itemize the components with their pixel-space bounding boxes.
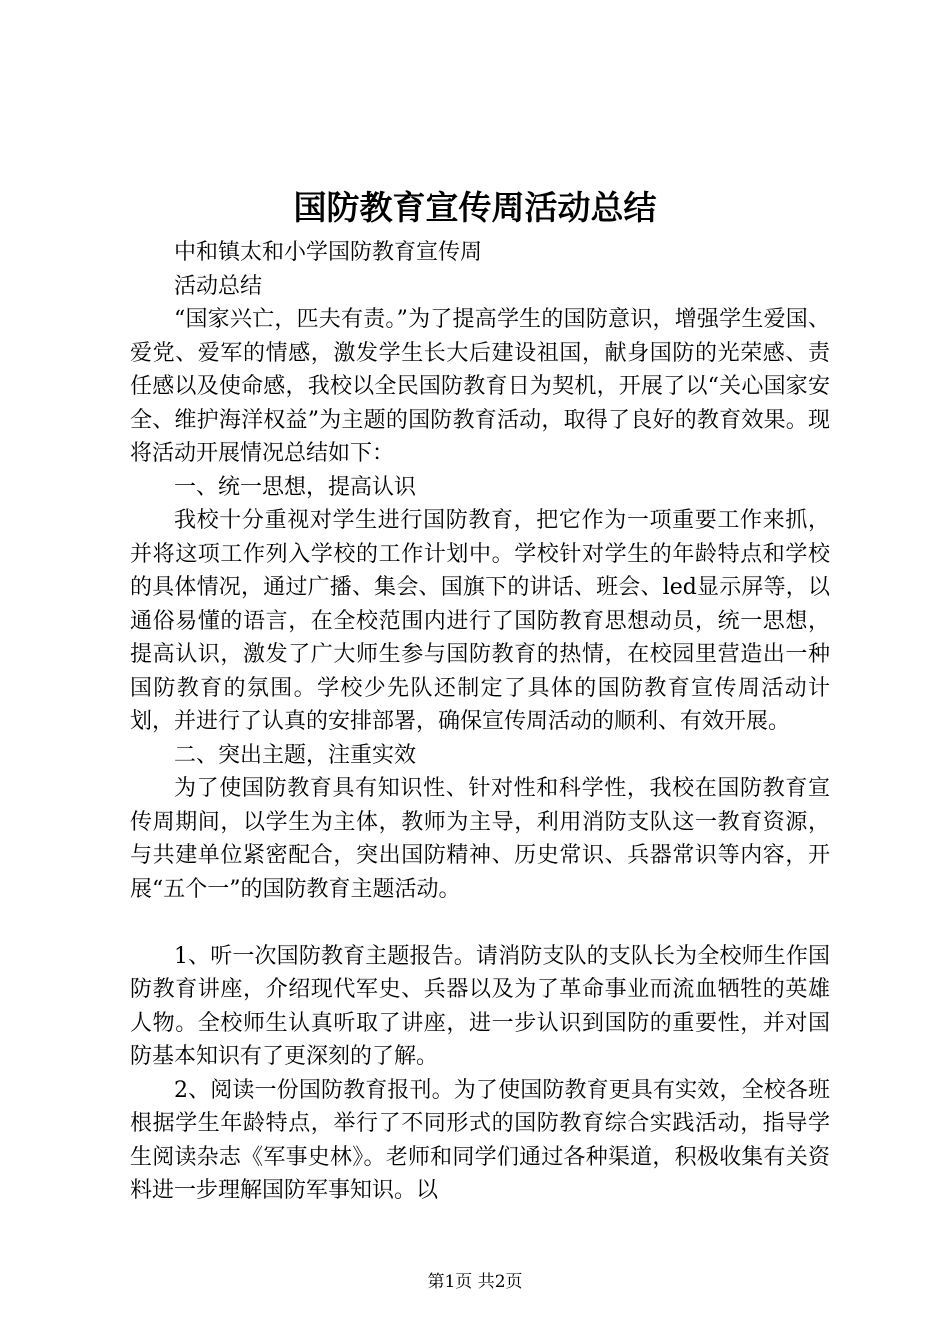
- section-heading-2: 二、突出主题，注重实效: [174, 742, 417, 768]
- paragraph-section-1: 我校十分重视对学生进行国防教育，把它作为一项重要工作来抓，并将这项工作列入学校的工作计划中。学校针对学生的年龄特点和学校的具体情况，通过广播、集会、国旗下的讲话、班会、led显示屏等，以通俗易懂的语言，在全校范围内进行了国防教育思想动员，统一思想，提高认识，激发了广大师生参与国防教育的热情，在校园里营造出一种国防教育的氛围。学校少先队还制定了具体的国防教育宣传周活动计划，并进行了认真的安排部署，确保宣传周活动的顺利、有效开展。: [130, 508, 830, 734]
- paragraph-item-2: 2、阅读一份国防教育报刊。为了使国防教育更具有实效，全校各班根据学生年龄特点，举行了不同形式的国防教育综合实践活动，指导学生阅读杂志《军事史林》。老师和同学们通过各种渠道，积极收集有关资料进一步理解国防军事知识。以: [130, 1077, 830, 1203]
- paragraph-subtitle: 活动总结: [174, 273, 263, 299]
- section-heading-1: 一、统一思想，提高认识: [174, 474, 417, 500]
- paragraph-item-1: 1、听一次国防教育主题报告。请消防支队的支队长为全校师生作国防教育讲座，介绍现代军史、兵器以及为了革命事业而流血牺牲的英雄人物。全校师生认真听取了讲座，进一步认识到国防的重要性，并对国防基本知识有了更深刻的了解。: [130, 943, 830, 1069]
- blank-line: [130, 906, 830, 940]
- document-title: 国防教育宣传周活动总结: [293, 188, 657, 227]
- paragraph-school-name: 中和镇太和小学国防教育宣传周: [174, 240, 483, 265]
- document-body: [130, 236, 830, 1208]
- paragraph-intro: “国家兴亡，匹夫有责。”为了提高学生的国防意识，增强学生爱国、爱党、爱军的情感，激发学生长大后建设祖国，献身国防的光荣感、责任感以及使命感，我校以全民国防教育日为契机，开展了以“关心国家安全、维护海洋权益”为主题的国防教育活动，取得了良好的教育效果。现将活动开展情况总结如下：: [130, 307, 830, 466]
- page-number-footer: 第1页 共2页: [427, 1272, 523, 1292]
- paragraph-section-2: 为了使国防教育具有知识性、针对性和科学性，我校在国防教育宣传周期间，以学生为主体，教师为主导，利用消防支队这一教育资源，与共建单位紧密配合，突出国防精神、历史常识、兵器常识等内容，开展“五个一”的国防教育主题活动。: [130, 776, 830, 902]
